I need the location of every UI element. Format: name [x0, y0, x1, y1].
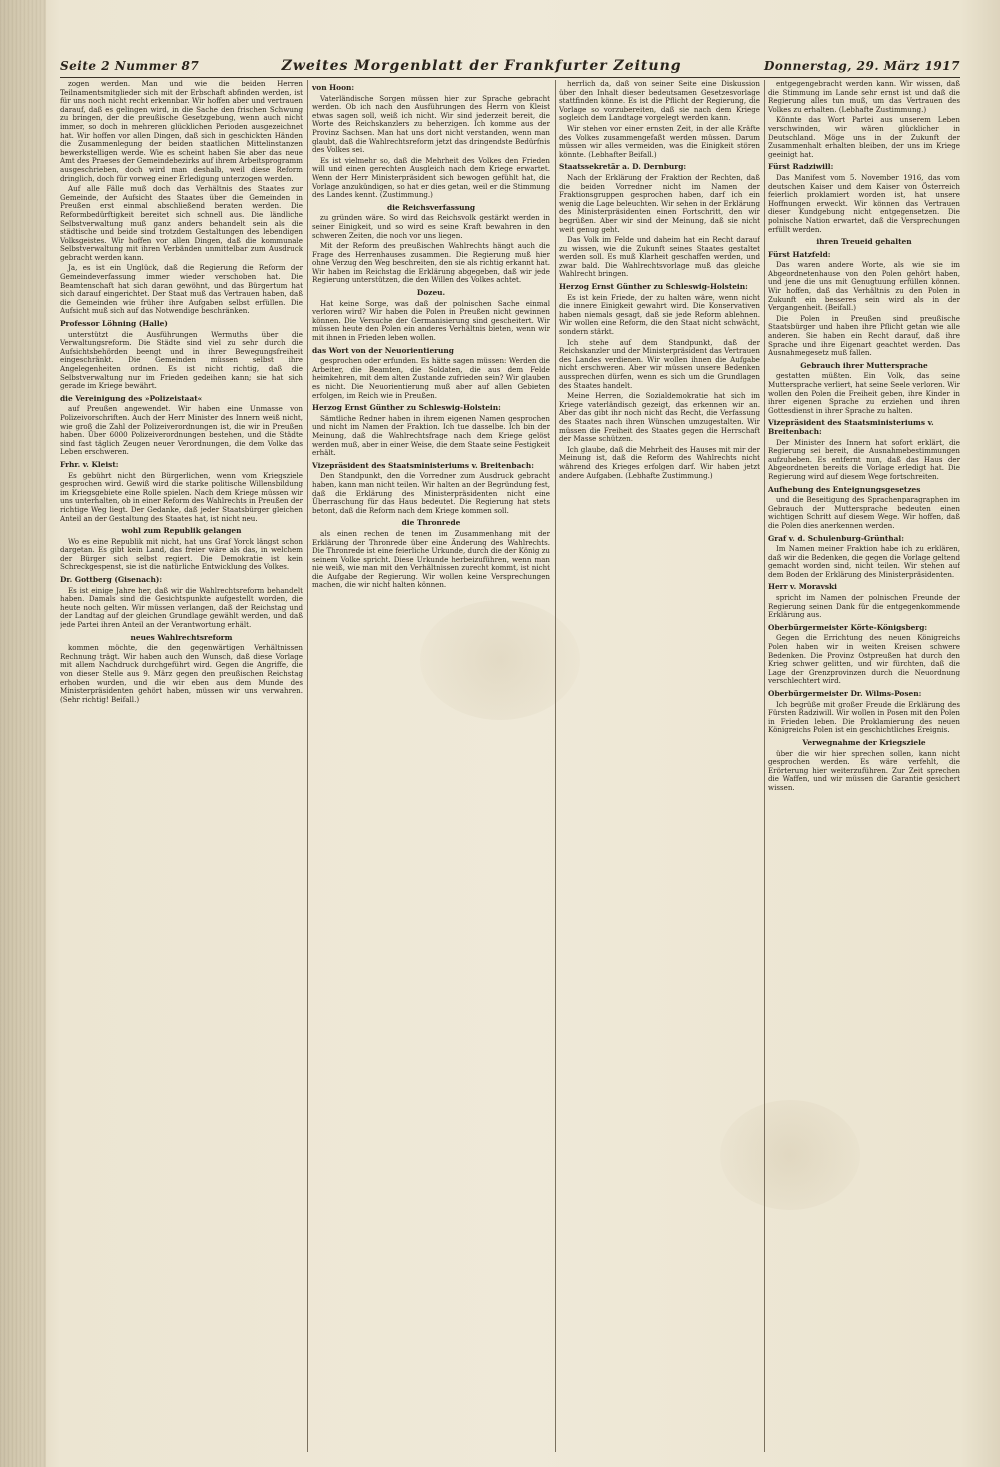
article-paragraph: Ja, es ist ein Unglück, daß die Regierung die Reform der Gemeindeverfassung immer wieder verschoben hat. Die Beamtenschaft hat sich daran gewöhnt, und das Bürgertum hat sich darauf eingerichtet. Der Staat muß das Vertrauen haben, daß die Gemeinden wie früher ihre Aufgaben selbst erfüllen. Die Aufsicht muß sich auf das Notwendige beschränken. [60, 263, 303, 316]
emphasis-heading: Dozeu. [416, 288, 446, 298]
article-paragraph: unterstützt die Ausführungen Wermuths über die Verwaltungsreform. Die Städte sind viel zu sehr durch die Aufsichtsbehörden beengt und in ihrer Bewegungsfreiheit eingeschränkt. Die Gemeinden müssen selbst ihre Angelegenheiten ordnen. Es ist nicht richtig, daß die Selbstverwaltung nur im Frieden gedeihen kann; sie hat sich gerade im Kriege bewährt. [60, 329, 303, 391]
article-paragraph: Gegen die Errichtung des neuen Königreichs Polen haben wir in weiten Kreisen schwere Bedenken. Die Provinz Ostpreußen hat durch den Krieg schwer gelitten, und wir fürchten, daß die Lage der Grenzprovinzen durch die Neuordnung verschlechtert wird. [768, 633, 960, 686]
article-paragraph: Es ist einige Jahre her, daß wir die Wahlrechtsreform behandelt haben. Damals sind die Gesichtspunkte aufgestellt worden, die heute noch gelten. Wir müssen verlangen, daß der Reichstag und der Landtag auf der gleichen Grundlage gewählt werden, und daß jede Partei ihren Anteil an der Verantwortung erhält. [60, 585, 303, 630]
speaker-heading: Vizepräsident des Staatsministeriums v. Breitenbach: [312, 460, 534, 470]
speaker-heading: Graf v. d. Schulenburg-Grünthal: [768, 533, 904, 543]
article-paragraph: und die Beseitigung des Sprachenparagraphen im Gebrauch der Muttersprache bedeuten einen wichtigen Schritt auf diesem Wege. Wir hoffen, daß die Polen dies anerkennen werden. [768, 495, 960, 530]
speaker-heading: Frhr. v. Kleist: [60, 459, 119, 469]
article-paragraph: Ich stehe auf dem Standpunkt, daß der Reichskanzler und der Ministerpräsident das Vertrauen des Landes verdienen. Wir wollen ihnen die Aufgabe nicht erschweren. Aber wir müssen unsere Bedenken aussprechen dürfen, wenn es sich um die Grundlagen des Staates handelt. [559, 337, 760, 390]
column-2 [312, 80, 550, 1452]
article-paragraph: als einen rechen de tenen im Zusammenhang mit der Erklärung der Thronrede über eine Änderung des Wahlrechts. Die Thronrede ist eine feierliche Urkunde, durch die der König zu seinem Volke spricht. Diese Urkunde herbeizuführen, wenn man nie weiß, wie man mit den Verhältnissen zurecht kommt, ist nicht die Aufgabe der Regierung. Wir wollen keine Versprechungen machen, die wir nicht halten können. [312, 528, 550, 590]
speaker-heading: Vizepräsident des Staatsministeriums v. Breitenbach: [768, 418, 934, 436]
emphasis-heading: die Thronrede [401, 518, 461, 528]
column-3 [559, 80, 760, 1452]
speaker-heading: Staatssekretär a. D. Dernburg: [559, 162, 687, 172]
article-paragraph: Der Minister des Innern hat sofort erklärt, die Regierung sei bereit, die Ausnahmebestimmungen aufzuheben. Es entfernt nun, daß das Haus der Abgeordneten bereits die Vorlage erledigt hat. Die Regierung wird auf diesem Wege fortschreiten. [768, 437, 960, 481]
speaker-heading: Professor Löhning (Halle) [60, 319, 168, 329]
emphasis-heading: Gebrauch ihrer Muttersprache [800, 360, 928, 370]
article-paragraph: Es gebührt nicht den Bürgerlichen, wenn vom Kriegsziele gesprochen wird. Gewiß wird die starke politische Willensbildung im Kriegsgebiete eine Rolle spielen. Nach dem Kriege müssen wir uns unterhalten, ob in einer Reform des Wahlrechts in Preußen der richtige Weg liegt. Der Gedanke, daß jeder Staatsbürger gleichen Anteil an der Gestaltung des Staates hat, ist nicht neu. [60, 470, 303, 523]
speaker-heading: Herr v. Moravski [768, 582, 837, 592]
article-paragraph: Auf alle Fälle muß doch das Verhältnis des Staates zur Gemeinde, der Aufsicht des Staates über die Gemeinden in Preußen erst einmal abschließend beraten werden. Die Reformbedürftigkeit bereitet sich schnell aus. Die ländliche Selbstverwaltung muß ganz anders behandelt sein als die städtische und beide sind trotzdem Gestaltungen des lebendigen Volksgeistes. Wir hoffen vor allen Dingen, daß die kommunale Selbstverwaltung mit ihren Verbänden unmittelbar zum Ausdruck gebracht werden kann. [60, 184, 303, 262]
speaker-heading: Aufhebung des Enteignungsgesetzes [768, 484, 921, 494]
article-paragraph: Nach der Erklärung der Fraktion der Rechten, daß die beiden Vorredner nicht im Namen der Fraktionsgruppen gesprochen haben, darf ich ein wenig die Lage beleuchten. Wir sehen in der Erklärung des Ministerpräsidenten einen Fortschritt, den wir begrüßen. Aber wir sind der Meinung, daß sie nicht weit genug geht. [559, 172, 760, 234]
page-number: Seite 2 Nummer 87 [60, 59, 200, 73]
column-divider [555, 80, 556, 1452]
page-header [60, 58, 960, 76]
emphasis-heading: die Reichsverfassung [386, 202, 476, 212]
book-binding-edge [0, 0, 46, 1467]
emphasis-heading: ihren Treueid gehalten [816, 237, 912, 247]
article-paragraph: Meine Herren, die Sozialdemokratie hat sich im Kriege vaterländisch gezeigt, das erkennen wir an. Aber das gibt ihr noch nicht das Recht, die Verfassung des Staates nach ihren Wünschen umzugestalten. Wir müssen die Freiheit des Staates gegen die Herrschaft der Masse schützen. [559, 391, 760, 444]
article-paragraph: Wir stehen vor einer ernsten Zeit, in der alle Kräfte des Volkes zusammengefaßt werden müssen. Darum müssen wir alles vermeiden, was die Einigkeit stören könnte. (Lebhafter Beifall.) [559, 123, 760, 159]
article-paragraph: Mit der Reform des preußischen Wahlrechts hängt auch die Frage des Herrenhauses zusammen. Die Regierung muß hier ohne Verzug den Weg beschreiten, den sie als richtig erkannt hat. Wir haben im Reichstag die Erklärung abgegeben, daß wir jede Regierung unterstützen, die den Willen des Volkes achtet. [312, 241, 550, 285]
column-1 [60, 80, 303, 1452]
article-paragraph: entgegengebracht werden kann. Wir wissen, daß die Stimmung im Lande sehr ernst ist und daß die Regierung alles tun muß, um das Vertrauen des Volkes zu erhalten. (Lebhafte Zustimmung.) [768, 80, 960, 114]
column-divider [307, 80, 308, 1452]
article-paragraph: spricht im Namen der polnischen Freunde der Regierung seinen Dank für die entgegenkommende Erklärung aus. [768, 593, 960, 620]
article-paragraph: zogen werden. Man und wie die beiden Herren Teilnamentsmitglieder sich mit der Erbschaft abfinden werden, ist für uns noch nicht recht erkennbar. Wir hoffen aber und vertrauen darauf, daß es gelingen wird, in die Sache den frischen Schwung zu bringen, der die preußische Gesetzgebung, wenn auch nicht immer, so doch in mehreren glücklichen Perioden ausgezeichnet hat. Wir hoffen vor allen Dingen, daß sich in geschickten Händen die Zusammenlegung der beiden staatlichen Mittelinstanzen bewerkstelligen werde. Wie es scheint haben Sie aber das neue Amt des Praeses der Gemeindebezirks auf ihrem Arbeitsprogramm ausgeschrieben, doch wird man deshalb, weil diese Reform dringlich, doch für vorweg einer Erledigung unterzogen werden. [60, 80, 303, 183]
article-paragraph: zu gründen wäre. So wird das Reichsvolk gestärkt werden in seiner Einigkeit, und so wird es seine Kraft bewahren in den schweren Zeiten, die noch vor uns liegen. [312, 213, 550, 240]
speaker-heading: Oberbürgermeister Dr. Wilms-Posen: [768, 689, 922, 698]
article-paragraph: Könnte das Wort Partei aus unserem Leben verschwinden, wir wären glücklicher in Deutschland. Möge uns in der Zukunft der Zusammenhalt erhalten bleiben, der uns im Kriege geeinigt hat. [768, 115, 960, 159]
article-paragraph: Im Namen meiner Fraktion habe ich zu erklären, daß wir die Bedenken, die gegen die Vorlage geltend gemacht worden sind, nicht teilen. Wir stehen auf dem Boden der Erklärung des Ministerpräsidenten. [768, 544, 960, 579]
article-paragraph: gestatten müßten. Ein Volk, das seine Muttersprache verliert, hat seine Seele verloren. Wir wollen den Polen die Freiheit geben, ihre Kinder in ihrer eigenen Sprache zu erziehen und ihren Gottesdienst in ihrer Sprache zu halten. [768, 371, 960, 415]
speaker-heading: Fürst Hatzfeld: [768, 249, 831, 259]
emphasis-heading: wohl zum Republik gelangen [121, 526, 242, 536]
column-divider [764, 80, 765, 1452]
article-paragraph: Hat keine Sorge, was daß der polnischen Sache einmal verloren wird? Wir haben die Polen in Preußen nicht gewinnen können. Die Versuche der Germanisierung sind gescheitert. Wir müssen heute den Polen ein anderes Verhältnis bieten, wenn wir mit ihnen in Frieden leben wollen. [312, 298, 550, 343]
speaker-heading: Herzog Ernst Günther zu Schleswig-Holstein: [312, 403, 501, 413]
article-paragraph: Wo es eine Republik mit nicht, hat uns Graf Yorck längst schon dargetan. Es gibt kein Land, das freier wäre als das, in welchem der Bürger sich selbst regiert. Die Demokratie ist kein Schreckgespenst, sie ist die natürliche Entwicklung des Volkes. [60, 536, 303, 572]
article-paragraph: Den Standpunkt, den die Vorredner zum Ausdruck gebracht haben, kann man nicht teilen. Wir halten an der Begründung fest, daß die Erklärung des Ministerpräsidenten nicht eine Überraschung für das Haus bedeutet. Die Regierung hat stets betont, daß die Reform nach dem Kriege kommen soll. [312, 471, 550, 515]
article-paragraph: Das waren andere Worte, als wie sie im Abgeordnetenhause von den Polen gehört haben, und jene die uns mit Genugtuung erfüllen können. Wir hoffen, daß das Verhältnis zu den Polen in Zukunft ein besseres sein wird als in der Vergangenheit. (Beifall.) [768, 260, 960, 313]
emphasis-heading: neues Wahlrechtsreform [130, 632, 233, 642]
article-paragraph: über die wir hier sprechen sollen, kann nicht gesprochen werden. Es wäre verfehlt, die Erörterung hier weiterzuführen. Zur Zeit sprechen die Waffen, und wir müssen die Garantie gesichert wissen. [768, 748, 960, 792]
article-paragraph: Vaterländische Sorgen müssen hier zur Sprache gebracht werden. Ob ich nach den Ausführungen des Herrn von Kleist etwas sagen soll, weiß ich nicht. Wir sind jederzeit bereit, die Worte des Reichskanzlers zu beherzigen. Ich komme aus der Provinz Sachsen. Man hat uns dort nicht verstanden, wenn man glaubt, daß die Wahlrechtsreform jetzt das dringendste Bedürfnis des Volkes sei. [312, 93, 550, 155]
article-paragraph: Ich glaube, daß die Mehrheit des Hauses mit mir der Meinung ist, daß die Reform des Wahlrechts nicht während des Krieges erfolgen darf. Wir haben jetzt andere Aufgaben. (Lebhafte Zustimmung.) [559, 444, 760, 480]
article-paragraph: Es ist kein Friede, der zu halten wäre, wenn nicht die innere Einigkeit gewahrt wird. Die Konservativen haben niemals gesagt, daß sie jede Reform ablehnen. Wir wollen eine Reform, die den Staat nicht schwächt, sondern stärkt. [559, 292, 760, 337]
header-rule [60, 77, 960, 78]
issue-date: Donnerstag, 29. März 1917 [764, 59, 960, 73]
article-paragraph: auf Preußen angewendet. Wir haben eine Unmasse von Polizeivorschriften. Auch der Herr Minister des Innern weiß nicht, wie groß die Zahl der Polizeiverordnungen ist, die wir in Preußen haben. Über 6000 Polizeiverordnungen bestehen, und die Städte sind fast täglich Zeugen neuer Verordnungen, die dem Volke das Leben erschweren. [60, 404, 303, 457]
article-paragraph: gesprochen oder erfunden. Es hätte sagen müssen: Werden die Arbeiter, die Beamten, die Soldaten, die aus dem Felde heimkehren, mit dem alten Zustande zufrieden sein? Wir glauben es nicht. Die Neuorientierung muß aber auf allen Gebieten erfolgen, im Reich wie in Preußen. [312, 356, 550, 400]
speaker-heading: von Hoon: [312, 83, 355, 92]
speaker-heading: das Wort von der Neuorientierung [312, 345, 454, 355]
speaker-heading: die Vereinigung des »Polizeistaat« [60, 393, 203, 403]
article-paragraph: Das Volk im Felde und daheim hat ein Recht darauf zu wissen, wie die Zukunft seines Staates gestaltet werden soll. Es muß Klarheit geschaffen werden, und zwar bald. Die Wahlrechtsvorlage muß das gleiche Wahlrecht bringen. [559, 235, 760, 279]
emphasis-heading: Verwegnahme der Kriegsziele [802, 737, 926, 747]
article-paragraph: kommen möchte, die den gegenwärtigen Verhältnissen Rechnung trägt. Wir haben auch den Wunsch, daß diese Vorlage mit allem Nachdruck durchgeführt wird. Gegen die Angriffe, die von dieser Stelle aus 9. März gegen den preußischen Reichstag erhoben wurden, und die wir eben aus dem Munde des Ministerpräsidenten gehört haben, müssen wir uns verwahren. (Sehr richtig! Beifall.) [60, 643, 303, 704]
speaker-heading: Herzog Ernst Günther zu Schleswig-Holstein: [559, 282, 748, 292]
speaker-heading: Dr. Gottberg (Gisenach): [60, 575, 163, 585]
speaker-heading: Fürst Radziwill: [768, 162, 834, 172]
article-paragraph: Ich begrüße mit großer Freude die Erklärung des Fürsten Radziwill. Wir wollen in Posen mit den Polen in Frieden leben. Die Proklamierung des neuen Königreichs Polen ist ein geschichtliches Ereignis. [768, 699, 960, 735]
article-paragraph: Sämtliche Redner haben in ihrem eigenen Namen gesprochen und nicht im Namen der Fraktion. Ich tue dasselbe. Ich bin der Meinung, daß die Wahlrechtsfrage nach dem Kriege gelöst werden muß, aber in einer Weise, die dem Staate seine Festigkeit erhält. [312, 413, 550, 458]
speaker-heading: Oberbürgermeister Körte-Königsberg: [768, 622, 928, 632]
article-paragraph: Es ist vielmehr so, daß die Mehrheit des Volkes den Frieden will und einen gerechten Ausgleich nach dem Kriege erwartet. Wenn der Herr Ministerpräsident sich bewogen gefühlt hat, die Vorlage anzukündigen, so hat er dies getan, weil er die Stimmung des Landes kennt. (Zustimmung.) [312, 155, 550, 200]
masthead-title: Zweites Morgenblatt der Frankfurter Zeitung [281, 58, 682, 74]
article-paragraph: Das Manifest vom 5. November 1916, das vom deutschen Kaiser und dem Kaiser von Österreich feierlich proklamiert worden ist, hat unsere Hoffnungen erweckt. Wir können das Vertrauen dieser Kundgebung nicht entgegensetzen. Die polnische Nation erwartet, daß die Versprechungen erfüllt werden. [768, 172, 960, 234]
article-paragraph: Die Polen in Preußen sind preußische Staatsbürger und haben ihre Pflicht getan wie alle anderen. Sie haben ein Recht darauf, daß ihre Sprache und ihre Eigenart geachtet werden. Das Ausnahmegesetz muß fallen. [768, 313, 960, 358]
article-paragraph: herrlich da, daß von seiner Seite eine Diskussion über den Inhalt dieser bedeutsamen Gesetzesvorlage stattfinden könne. Es ist die Pflicht der Regierung, die Vorlage so vorzubereiten, daß sie nach dem Kriege sogleich dem Landtage vorgelegt werden kann. [559, 80, 760, 123]
column-4 [768, 80, 960, 1452]
